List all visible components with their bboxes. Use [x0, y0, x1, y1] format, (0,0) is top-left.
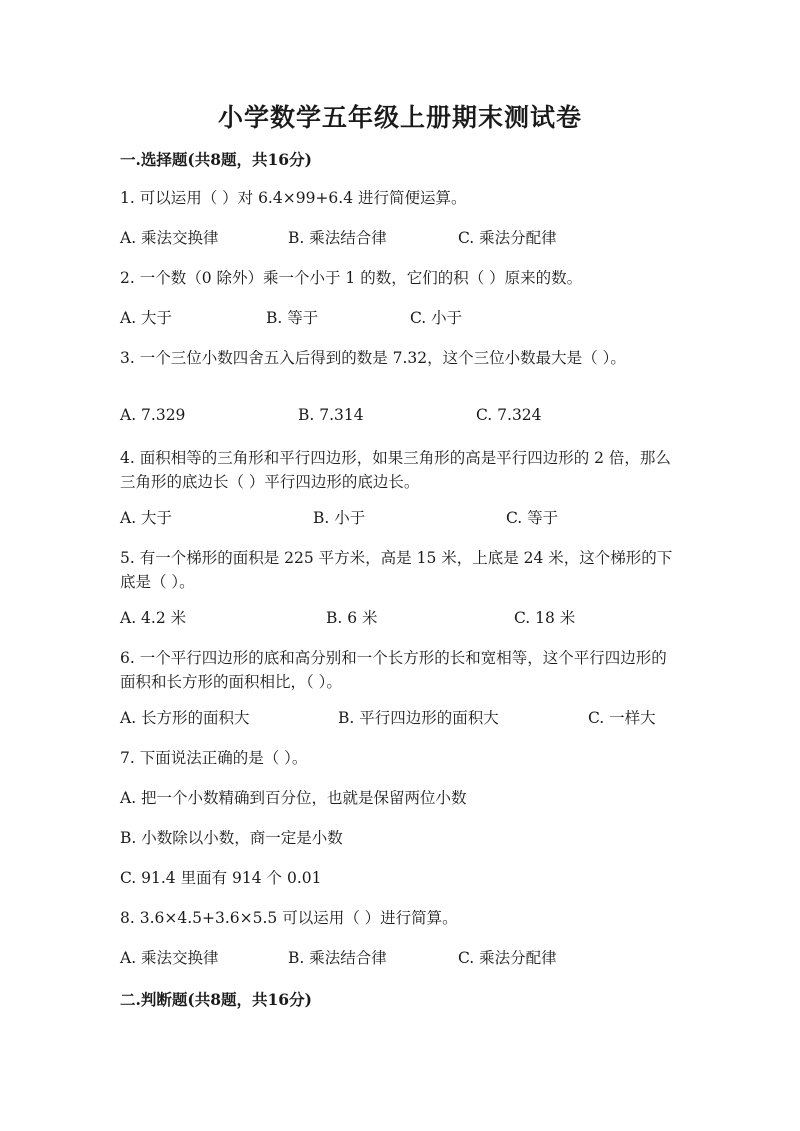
option-a: A. 大于: [120, 509, 173, 527]
option-b: B. 平行四边形的面积大: [338, 709, 499, 727]
option-a: A. 7.329: [120, 406, 186, 424]
option-b: B. 7.314: [298, 406, 364, 424]
options-8: [120, 946, 680, 970]
section-heading-choice: 一.选择题(共8题，共16分): [120, 150, 312, 169]
question-2: 2. 一个数（0 除外）乘一个小于 1 的数，它们的积（ ）原来的数。: [120, 269, 583, 287]
option-c: C. 7.324: [476, 406, 542, 424]
question-1: 1. 可以运用（ ）对 6.4×99+6.4 进行简便运算。: [120, 189, 467, 207]
option-b: B. 乘法结合律: [288, 949, 387, 967]
option-a: A. 4.2 米: [120, 609, 187, 627]
option-c: C. 一样大: [588, 709, 656, 727]
option-b: B. 等于: [266, 309, 319, 327]
option-b: B. 乘法结合律: [288, 229, 387, 247]
option-c: C. 等于: [506, 509, 559, 527]
question-4: 4. 面积相等的三角形和平行四边形，如果三角形的高是平行四边形的 2 倍，那么三角形的底边长（ ）平行四边形的底边长。: [120, 449, 671, 491]
option-b: B. 小数除以小数，商一定是小数: [120, 829, 343, 847]
question-7: 7. 下面说法正确的是（ ）。: [120, 749, 308, 767]
option-a: A. 把一个小数精确到百分位，也就是保留两位小数: [120, 789, 467, 807]
options-1: [120, 226, 680, 250]
option-a: A. 乘法交换律: [120, 229, 219, 247]
option-b: B. 6 米: [326, 609, 378, 627]
option-a: A. 大于: [120, 309, 173, 327]
option-a: A. 乘法交换律: [120, 949, 219, 967]
option-c: C. 乘法分配律: [458, 949, 557, 967]
question-3: 3. 一个三位小数四舍五入后得到的数是 7.32，这个三位小数最大是（ ）。: [120, 349, 626, 367]
question-5: 5. 有一个梯形的面积是 225 平方米，高是 15 米，上底是 24 米，这个梯形的下底是（ ）。: [120, 549, 673, 591]
options-5: [120, 606, 680, 630]
options-4: [120, 506, 680, 530]
option-b: B. 小于: [313, 509, 366, 527]
options-3: [120, 406, 680, 430]
options-6: [120, 706, 680, 730]
question-6: 6. 一个平行四边形的底和高分别和一个长方形的长和宽相等，这个平行四边形的面积和长方形的面积相比，（ ）。: [120, 649, 667, 691]
option-c: C. 乘法分配律: [458, 229, 557, 247]
option-a: A. 长方形的面积大: [120, 709, 250, 727]
option-c: C. 小于: [410, 309, 463, 327]
page-title: 小学数学五年级上册期末测试卷: [217, 103, 582, 132]
option-c: C. 91.4 里面有 914 个 0.01: [120, 869, 322, 887]
options-2: [120, 306, 680, 330]
section-heading-true-false: 二.判断题(共8题，共16分): [120, 990, 312, 1009]
option-c: C. 18 米: [514, 609, 576, 627]
question-8: 8. 3.6×4.5+3.6×5.5 可以运用（ ）进行简算。: [120, 909, 458, 927]
